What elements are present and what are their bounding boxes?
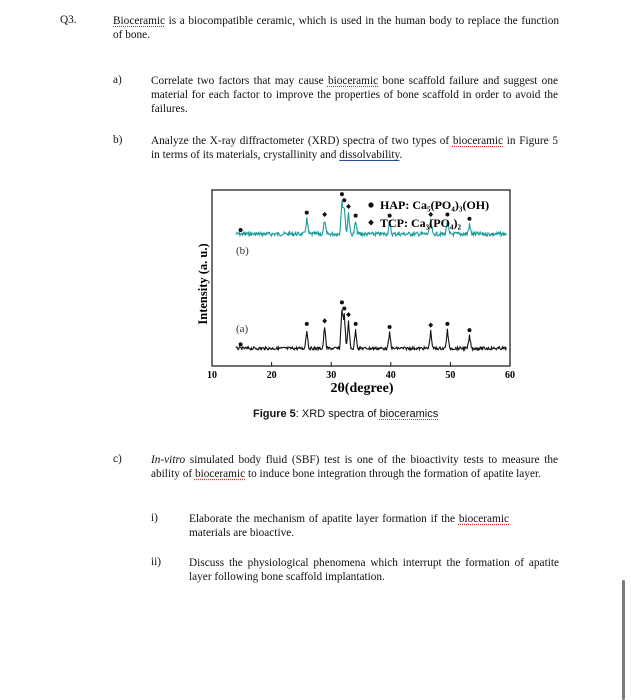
peak-marker-hap [467,217,471,221]
x-tick-label: 50 [445,370,456,381]
x-tick-label: 10 [207,370,217,381]
keyword-bioceramic: Bioceramic [113,15,166,27]
keyword-bioceramic: bioceramic [327,75,379,87]
peak-marker-tcp [322,212,327,217]
plot-frame [212,190,510,366]
x-ticks [212,362,510,366]
figure-caption: Figure 5: XRD spectra of bioceramics [253,408,439,420]
peak-marker-hap [305,322,309,326]
series-start-marker [239,342,243,346]
keyword-bioceramics: bioceramics [379,408,439,420]
question-number: Q3. [60,14,77,26]
part-a-text: Correlate two factors that may cause bioceramic bone scaffold failure and suggest one material for each factor to improve the properties of bone scaffold in order to avoid the failures. [151,75,558,115]
x-tick-labels [207,370,515,381]
legend-marker-hap [368,202,373,207]
keyword-bioceramic: bioceramic [194,468,246,480]
xrd-chart [190,186,530,400]
peak-marker-hap [342,198,346,202]
x-tick-label: 30 [326,370,337,381]
part-a-label: a) [113,74,122,86]
peak-marker-hap [342,307,346,311]
series-line-a [236,310,507,350]
series-label-b: (b) [236,245,249,257]
keyword-dissolvability: dissolvability [339,149,400,161]
legend-label-tcp: TCP: Ca₃(PO₄)₂ [380,216,462,230]
part-c-label: c) [113,453,122,465]
peak-marker-hap [305,211,309,215]
peak-marker-tcp [428,323,433,328]
x-tick-label: 40 [385,370,396,381]
series-label-a: (a) [236,323,249,335]
peak-marker-hap [354,322,358,326]
peak-marker-hap [388,325,392,329]
y-axis-label: Intensity (a. u.) [196,243,210,325]
x-tick-label: 20 [266,370,277,381]
legend-marker-tcp [368,220,374,226]
scrollbar[interactable] [622,580,625,700]
series-start-marker [239,228,243,232]
x-tick-label: 60 [505,370,515,381]
x-axis-label: 2θ(degree) [330,381,394,396]
peak-marker-hap [340,300,344,304]
sub-ii-label: ii) [151,556,162,568]
peak-marker-tcp [346,204,351,209]
peak-marker-tcp [322,318,327,323]
part-b-label: b) [113,134,123,146]
legend [368,198,489,230]
peak-marker-hap [445,322,449,326]
sub-ii-text: Discuss the physiological phenomena which interrupt the formation of apatite layer following bone scaffold implantation. [189,557,559,583]
part-c-text: In-vitro simulated body fluid (SBF) test is one of the bioactivity tests to measure the ability of bioceramic to induce bone integration through the formation of apatite layer. [151,454,558,480]
peak-marker-hap [340,192,344,196]
part-b-text: Analyze the X-ray diffractometer (XRD) spectra of two types of bioceramic in Figure 5 in terms of its materials, crystallinity and dissolvability. [151,135,559,161]
peak-marker-tcp [346,312,351,317]
keyword-bioceramic: bioceramic [452,135,504,147]
sub-i-label: i) [151,512,158,524]
sub-i-text: Elaborate the mechanism of apatite layer formation if the bioceramic materials are bioactive. [189,513,509,539]
keyword-bioceramic: bioceramic [458,513,509,525]
peak-marker-hap [467,328,471,332]
legend-label-hap: HAP: Ca₅(PO₄)₃(OH) [380,198,490,212]
peak-marker-hap [354,214,358,218]
question-intro: Bioceramic is a biocompatible ceramic, which is used in the human body to replace the function of bone. [113,15,559,41]
